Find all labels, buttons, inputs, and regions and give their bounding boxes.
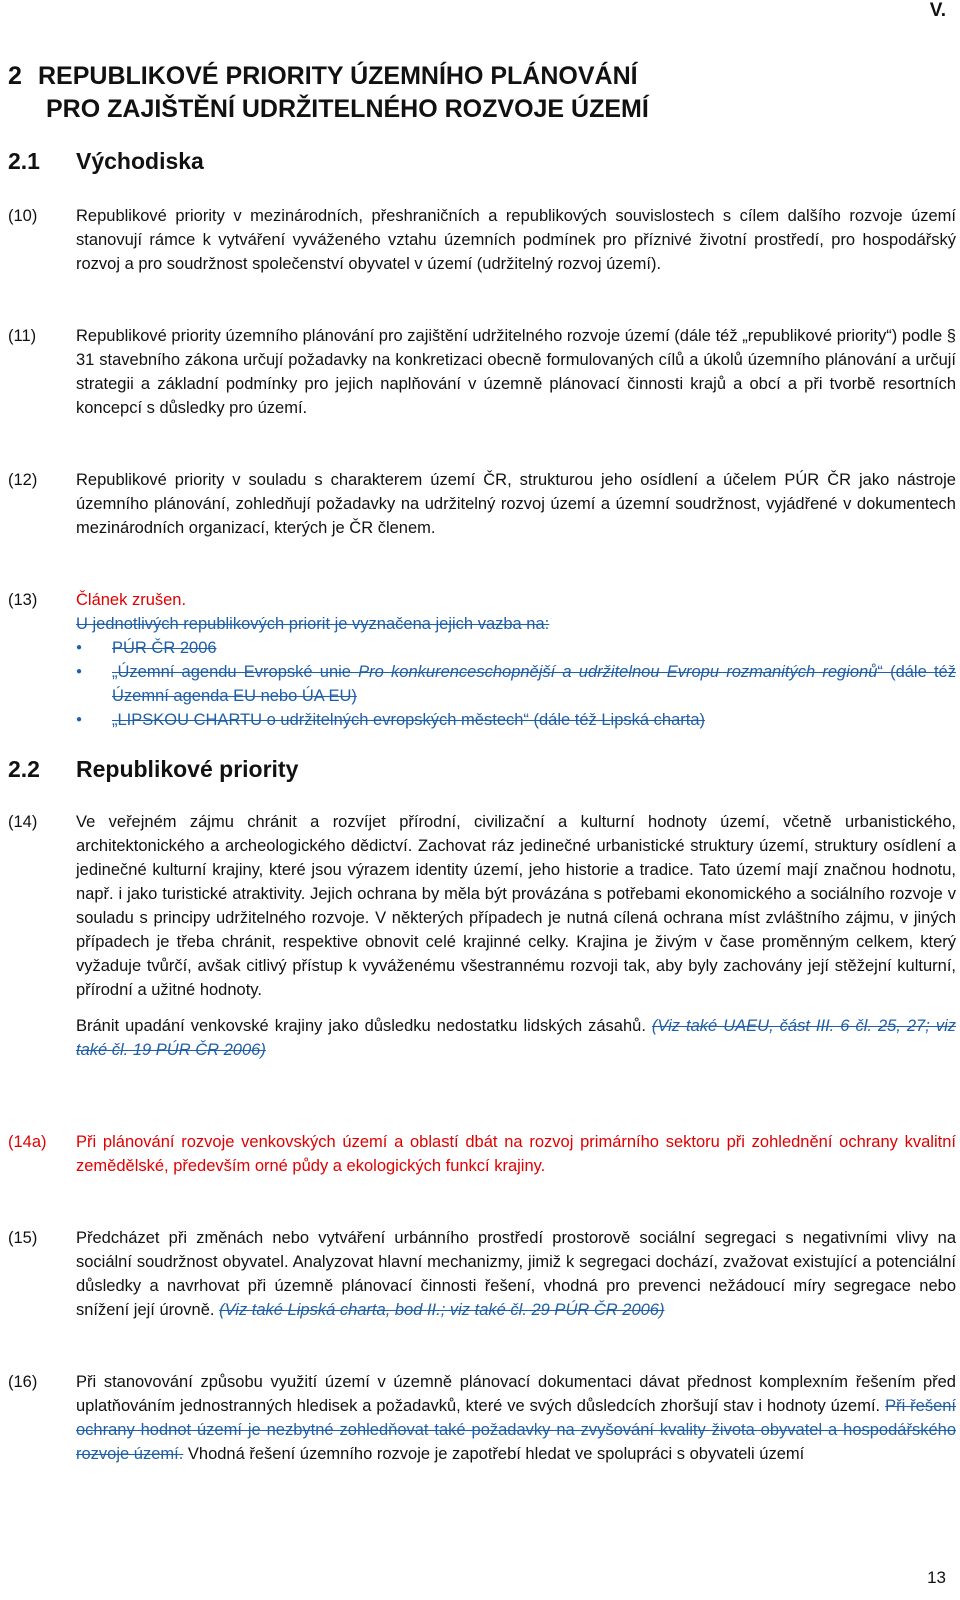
paragraph-11	[8, 324, 956, 420]
deleted-sentence: Při řešení ochrany hodnot území je nezbytné zohledňovat také požadavky na zvyšování kvality života obyvatel a hospodářského rozvoje území.	[76, 1397, 957, 1463]
paragraph-16	[8, 1370, 956, 1466]
list-item: ● „Územní agendu Evropské unie Pro konkurenceschopnější a udržitelnou Evropu rozmanitých regionů“ (dále též Územní agenda EU nebo ÚA EU)	[76, 660, 956, 708]
paragraph-15	[8, 1226, 956, 1322]
paragraph-12	[8, 468, 956, 540]
page-number: 13	[927, 1568, 946, 1587]
deleted-reference: (Viz také Lipská charta, bod II.; viz také čl. 29 PÚR ČR 2006)	[219, 1301, 665, 1319]
deleted-bullet-list	[76, 636, 956, 732]
paragraph-number: (10)	[8, 207, 38, 225]
paragraph-number: (13)	[8, 591, 38, 609]
paragraph-10	[8, 204, 956, 276]
paragraph-14	[8, 810, 956, 1062]
chapter-heading	[8, 60, 649, 126]
section-title: Východiska	[76, 148, 204, 174]
paragraph-text: Předcházet při změnách nebo vytváření urbánního prostředí prostorově sociální segregaci s negativními vlivy na sociální soudržnost obyvatel. Analyzovat hlavní mechanizmy, jimiž k segregaci dochází, zvažovat existující a potenciální důsledky a navrhovat při územně plánovací činnosti řešení, vhodná pro prevenci nežádoucí míry segregace nebo snížení její úrovně. (Viz také Lipská charta, bod II.; viz také čl. 29 PÚR ČR 2006)	[76, 1229, 956, 1319]
chapter-title-line2: PRO ZAJIŠTĚNÍ UDRŽITELNÉHO ROZVOJE ÚZEMÍ	[46, 95, 649, 123]
list-item: ● „LIPSKOU CHARTU o udržitelných evropských městech“ (dále též Lipská charta)	[76, 708, 956, 732]
paragraph-number: (16)	[8, 1373, 38, 1391]
paragraph-number: (14)	[8, 813, 38, 831]
repealed-note: Článek zrušen.	[76, 591, 187, 609]
paragraph-text: Ve veřejném zájmu chránit a rozvíjet přírodní, civilizační a kulturní hodnoty území, včetně urbanistického, architektonického a archeologického dědictví. Zachovat ráz jedinečné urbanistické struktury území, struktury osídlení a jedinečné kulturní krajiny, které jsou výrazem identity území, jeho historie a tradice. Tato území mají značnou hodnotu, např. i jako turistické atraktivity. Jejich ochrana by měla být provázána s potřebami ekonomického a sociálního rozvoje v souladu s principy udržitelného rozvoje. V některých případech je nutná cílená ochrana míst zvláštního zájmu, v jiných případech je třeba chránit, respektive obnovit celé krajinné celky. Krajina je živým v čase proměnným celkem, který vyžaduje tvůrčí, avšak citlivý přístup k vyváženému všestrannému rozvoji tak, aby byly zachovány její stěžejní kulturní, přírodní a užitné hodnoty.	[76, 813, 956, 999]
paragraph-text: Republikové priority v souladu s charakterem území ČR, strukturou jeho osídlení a účelem PÚR ČR jako nástroje územního plánování, zohledňují požadavky na udržitelný rozvoj území a územní soudržnost, vyjádřené v dokumentech mezinárodních organizací, kterých je ČR členem.	[76, 471, 956, 537]
paragraph-number: (11)	[8, 327, 37, 345]
paragraph-text-2: Bránit upadání venkovské krajiny jako důsledku nedostatku lidských zásahů. (Viz také UAEU, část III. 6 čl. 25, 27; viz také čl. 19 PÚR ČR 2006)	[76, 1017, 956, 1059]
section-heading-2-2	[8, 756, 298, 783]
chapter-number: 2	[8, 62, 22, 90]
chapter-title-line1: REPUBLIKOVÉ PRIORITY ÚZEMNÍHO PLÁNOVÁNÍ	[38, 62, 638, 90]
paragraph-text	[76, 588, 956, 636]
list-item: ● PÚR ČR 2006	[76, 636, 956, 660]
paragraph-text: Republikové priority územního plánování pro zajištění udržitelného rozvoje území (dále též „republikové priority“) podle § 31 stavebního zákona určují požadavky na konkretizaci obecně formulovaných cílů a úkolů územního plánování a určují strategii a základní podmínky pro jejich naplňování v územně plánovací činnosti krajů a obcí a při tvorbě resortních koncepcí s důsledky pro území.	[76, 327, 956, 417]
section-number: 2.2	[8, 756, 40, 782]
section-heading-2-1	[8, 148, 204, 175]
paragraph-number: (15)	[8, 1229, 38, 1247]
paragraph-number: (12)	[8, 471, 38, 489]
paragraph-14a	[8, 1130, 956, 1178]
deleted-intro: U jednotlivých republikových priorit je vyznačena jejich vazba na:	[76, 615, 550, 633]
corner-mark: V.	[929, 0, 946, 21]
paragraph-text: Při stanovování způsobu využití území v územně plánovací dokumentaci dávat přednost komplexním řešením před uplatňováním jednostranných hledisek a požadavků, které ve svých důsledcích zhoršují stav i hodnoty území. Při řešení ochrany hodnot území je nezbytné zohledňovat také požadavky na zvyšování kvality života obyvatel a hospodářského rozvoje území. Vhodná řešení územního rozvoje je zapotřebí hledat ve spolupráci s obyvateli území	[76, 1373, 957, 1463]
section-title: Republikové priority	[76, 756, 299, 782]
paragraph-number: (14a)	[8, 1133, 47, 1151]
section-number: 2.1	[8, 148, 40, 174]
paragraph-text: Při plánování rozvoje venkovských území a oblastí dbát na rozvoj primárního sektoru při zohlednění ochrany kvalitní zemědělské, především orné půdy a ekologických funkcí krajiny.	[76, 1133, 956, 1175]
paragraph-13	[8, 588, 956, 732]
deleted-reference: (Viz také UAEU, část III. 6 čl. 25, 27; viz také čl. 19 PÚR ČR 2006)	[76, 1017, 956, 1059]
paragraph-text: Republikové priority v mezinárodních, přeshraničních a republikových souvislostech s cílem dalšího rozvoje území stanovují rámce k vytváření vyváženého vztahu územních podmínek pro příznivé životní prostředí, pro hospodářský rozvoj a pro soudržnost společenství obyvatel v území (udržitelný rozvoj území).	[76, 207, 956, 273]
